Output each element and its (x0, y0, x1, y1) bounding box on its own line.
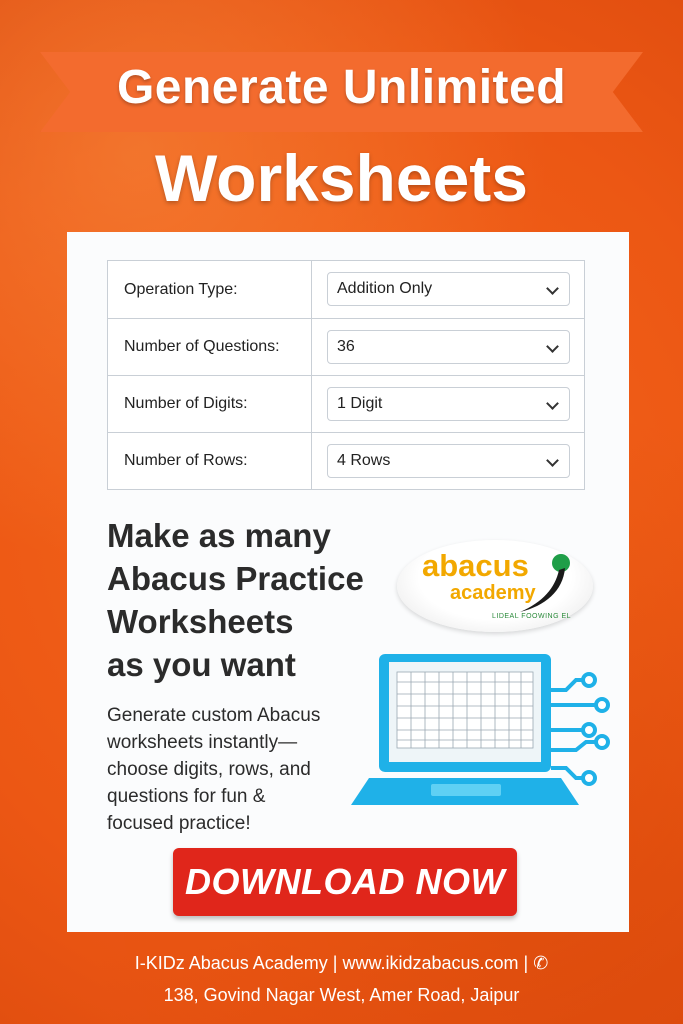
form-row-number-of-digits (108, 375, 584, 432)
description-line: focused practice! (107, 813, 251, 834)
description-line: worksheets instantly— (107, 732, 298, 753)
page-title-line2: Worksheets (155, 141, 528, 215)
description-line: questions for fun & (107, 786, 266, 807)
page-title-line1: Generate Unlimited (116, 61, 567, 114)
footer-contact-line: I-KIDz Abacus Academy | www.ikidzabacus.com | ✆ (134, 953, 549, 973)
description-line: Generate custom Abacus (107, 705, 321, 726)
headline-line: as you want (107, 646, 296, 683)
logo-word-abacus: abacus (422, 548, 529, 583)
content-card (67, 232, 629, 932)
logo-tagline: LIDEAL FOOWING EL (492, 613, 572, 620)
number-of-questions-label: Number of Questions: (108, 319, 312, 375)
form-row-number-of-rows (108, 432, 584, 489)
operation-type-label: Operation Type: (108, 261, 312, 318)
number-of-questions-value: 36 (337, 338, 355, 355)
worksheet-options-form (107, 260, 585, 490)
chevron-down-icon (546, 397, 559, 410)
operation-type-value: Addition Only (337, 280, 433, 297)
chevron-down-icon (546, 454, 559, 467)
number-of-digits-value: 1 Digit (337, 395, 383, 412)
number-of-rows-value: 4 Rows (337, 452, 391, 469)
headline-line: Abacus Practice (107, 560, 364, 597)
promo-description (107, 702, 367, 837)
chevron-down-icon (546, 340, 559, 353)
number-of-questions-select[interactable] (327, 330, 570, 364)
logo-word-academy: academy (450, 582, 536, 604)
laptop-illustration-icon (351, 650, 616, 815)
headline-line: Make as many (107, 517, 331, 554)
number-of-rows-label: Number of Rows: (108, 433, 312, 489)
operation-type-select[interactable] (327, 272, 570, 306)
download-now-button[interactable]: DOWNLOAD NOW (173, 848, 517, 916)
chevron-down-icon (546, 282, 559, 295)
number-of-rows-select[interactable] (327, 444, 570, 478)
headline-line: Worksheets (107, 603, 294, 640)
form-row-number-of-questions (108, 318, 584, 375)
description-line: choose digits, rows, and (107, 759, 311, 780)
number-of-digits-select[interactable] (327, 387, 570, 421)
number-of-digits-label: Number of Digits: (108, 376, 312, 432)
footer-address-line: 138, Govind Nagar West, Amer Road, Jaipur (163, 985, 520, 1005)
form-row-operation-type (108, 261, 584, 318)
abacus-academy-logo (397, 540, 593, 632)
